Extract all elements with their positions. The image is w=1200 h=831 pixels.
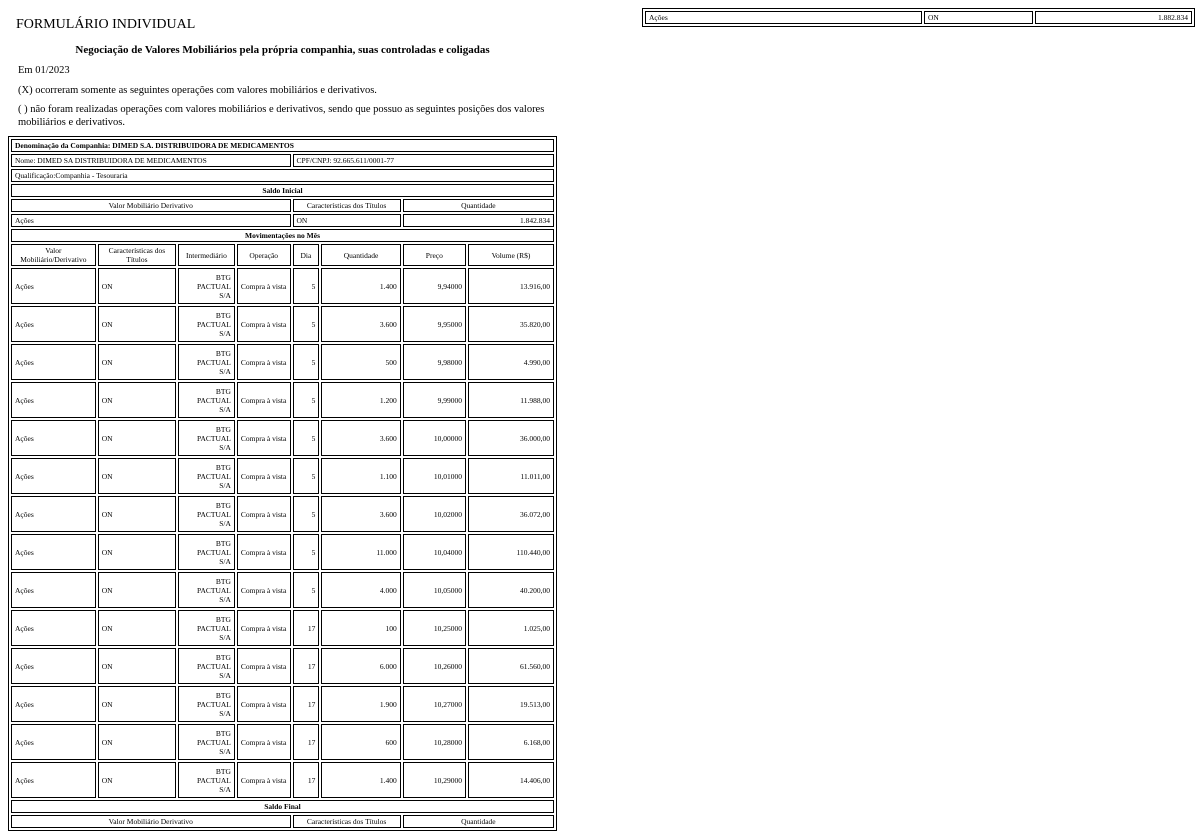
intermediario-line: BTG <box>215 728 231 738</box>
cell-intermediario <box>178 306 235 342</box>
statement-operations-occurred: (X) ocorreram somente as seguintes operações com valores mobiliários e derivativos. <box>18 85 377 96</box>
cell-dia: 17 <box>293 724 320 760</box>
company-qualification: Qualificação:Companhia - Tesouraria <box>11 169 554 182</box>
intermediario-line: BTG <box>215 348 231 358</box>
cell-caract: ON <box>98 762 176 798</box>
intermediario-line: PACTUAL <box>196 547 231 557</box>
cell-quantidade: 1.200 <box>321 382 400 418</box>
table-row <box>11 572 554 608</box>
cell-operacao: Compra à vista <box>237 458 291 494</box>
intermediario-line: BTG <box>215 538 231 548</box>
cell-caract: ON <box>98 648 176 684</box>
intermediario-line: PACTUAL <box>196 319 231 329</box>
cell-dia: 5 <box>293 534 320 570</box>
intermediario-line: S/A <box>219 328 231 338</box>
cell-quantidade: 11.000 <box>321 534 400 570</box>
cell-dia: 5 <box>293 306 320 342</box>
company-header: Denominação da Companhia: DIMED S.A. DISTRIBUIDORA DE MEDICAMENTOS <box>11 139 554 152</box>
cell-quantidade: 100 <box>321 610 400 646</box>
cell-intermediario <box>178 686 235 722</box>
saldo-final-col-caract: Características dos Títulos <box>293 815 401 828</box>
table-row <box>11 534 554 570</box>
movimentacoes-rows <box>11 268 554 798</box>
cell-caract: ON <box>98 724 176 760</box>
intermediario-line: PACTUAL <box>196 775 231 785</box>
intermediario-line: BTG <box>215 690 231 700</box>
intermediario-line: S/A <box>219 670 231 680</box>
intermediario-line: S/A <box>219 708 231 718</box>
cell-valor: Ações <box>11 496 96 532</box>
cell-operacao: Compra à vista <box>237 610 291 646</box>
col-header-valor: Valor Mobiliário/Derivativo <box>11 244 96 266</box>
cell-valor: Ações <box>11 268 96 304</box>
intermediario-line: BTG <box>215 576 231 586</box>
cell-dia: 5 <box>293 458 320 494</box>
cell-valor: Ações <box>11 420 96 456</box>
cell-quantidade: 1.100 <box>321 458 400 494</box>
saldo-final-title: Saldo Final <box>11 800 554 813</box>
cell-quantidade: 1.400 <box>321 762 400 798</box>
cell-dia: 5 <box>293 382 320 418</box>
table-row <box>11 344 554 380</box>
intermediario-line: BTG <box>215 766 231 776</box>
cell-quantidade: 3.600 <box>321 306 400 342</box>
cell-volume: 6.168,00 <box>468 724 554 760</box>
intermediario-line: BTG <box>215 424 231 434</box>
cell-caract: ON <box>98 268 176 304</box>
cell-quantidade: 1.400 <box>321 268 400 304</box>
saldo-inicial-col-caract: Características dos Títulos <box>293 199 401 212</box>
cell-preco: 10,04000 <box>403 534 466 570</box>
company-name: Nome: DIMED SA DISTRIBUIDORA DE MEDICAMENTOS <box>11 154 291 167</box>
cell-preco: 9,94000 <box>403 268 466 304</box>
company-form-table <box>8 136 557 831</box>
cell-caract: ON <box>98 344 176 380</box>
intermediario-line: BTG <box>215 652 231 662</box>
cell-operacao: Compra à vista <box>237 762 291 798</box>
cell-dia: 5 <box>293 572 320 608</box>
cell-volume: 11.011,00 <box>468 458 554 494</box>
cell-caract: ON <box>98 420 176 456</box>
cell-caract: ON <box>98 382 176 418</box>
saldo-inicial-valor: Ações <box>11 214 291 227</box>
saldo-final-valor: Ações <box>645 11 922 24</box>
intermediario-line: S/A <box>219 480 231 490</box>
cell-preco: 10,29000 <box>403 762 466 798</box>
cell-dia: 5 <box>293 268 320 304</box>
cell-operacao: Compra à vista <box>237 420 291 456</box>
saldo-final-qtd: 1.882.834 <box>1035 11 1192 24</box>
cell-volume: 1.025,00 <box>468 610 554 646</box>
col-header-dia: Dia <box>293 244 320 266</box>
table-row <box>11 496 554 532</box>
cell-operacao: Compra à vista <box>237 724 291 760</box>
cell-caract: ON <box>98 458 176 494</box>
intermediario-line: BTG <box>215 310 231 320</box>
intermediario-line: PACTUAL <box>196 509 231 519</box>
intermediario-line: PACTUAL <box>196 585 231 595</box>
document-subtitle: Negociação de Valores Mobiliários pela própria companhia, suas controladas e coligadas <box>75 44 490 56</box>
cell-intermediario <box>178 268 235 304</box>
cell-operacao: Compra à vista <box>237 686 291 722</box>
col-header-caract: Características dos Títulos <box>98 244 176 266</box>
saldo-inicial-col-valor: Valor Mobiliário Derivativo <box>11 199 291 212</box>
col-header-volume: Volume (R$) <box>468 244 554 266</box>
form-page-left <box>8 12 557 831</box>
intermediario-line: PACTUAL <box>196 737 231 747</box>
intermediario-line: S/A <box>219 518 231 528</box>
cell-quantidade: 600 <box>321 724 400 760</box>
intermediario-line: S/A <box>219 632 231 642</box>
cell-intermediario <box>178 648 235 684</box>
cell-operacao: Compra à vista <box>237 306 291 342</box>
saldo-inicial-col-qtd: Quantidade <box>403 199 554 212</box>
cell-caract: ON <box>98 610 176 646</box>
cell-valor: Ações <box>11 686 96 722</box>
cell-valor: Ações <box>11 306 96 342</box>
cell-valor: Ações <box>11 458 96 494</box>
cell-intermediario <box>178 572 235 608</box>
cell-preco: 10,25000 <box>403 610 466 646</box>
table-row <box>11 268 554 304</box>
cell-intermediario <box>178 344 235 380</box>
saldo-inicial-title: Saldo Inicial <box>11 184 554 197</box>
table-row <box>11 420 554 456</box>
cell-volume: 36.072,00 <box>468 496 554 532</box>
cell-quantidade: 6.000 <box>321 648 400 684</box>
intermediario-line: BTG <box>215 386 231 396</box>
cell-volume: 19.513,00 <box>468 686 554 722</box>
movimentacoes-header-row <box>11 244 554 266</box>
cell-volume: 13.916,00 <box>468 268 554 304</box>
cell-dia: 5 <box>293 496 320 532</box>
cell-intermediario <box>178 382 235 418</box>
cell-preco: 10,05000 <box>403 572 466 608</box>
cell-valor: Ações <box>11 724 96 760</box>
intermediario-line: S/A <box>219 442 231 452</box>
saldo-final-row-table <box>642 8 1195 27</box>
intermediario-line: S/A <box>219 290 231 300</box>
cell-quantidade: 3.600 <box>321 496 400 532</box>
cell-volume: 40.200,00 <box>468 572 554 608</box>
cell-preco: 10,26000 <box>403 648 466 684</box>
cell-intermediario <box>178 420 235 456</box>
col-header-intermediario: Intermediário <box>178 244 235 266</box>
cell-operacao: Compra à vista <box>237 648 291 684</box>
cell-preco: 10,00000 <box>403 420 466 456</box>
cell-volume: 36.000,00 <box>468 420 554 456</box>
table-row <box>11 382 554 418</box>
saldo-final-caract: ON <box>924 11 1033 24</box>
saldo-final-col-valor: Valor Mobiliário Derivativo <box>11 815 291 828</box>
cell-intermediario <box>178 762 235 798</box>
cell-preco: 9,95000 <box>403 306 466 342</box>
intermediario-line: PACTUAL <box>196 357 231 367</box>
cell-dia: 5 <box>293 420 320 456</box>
col-header-operacao: Operação <box>237 244 291 266</box>
intermediario-line: PACTUAL <box>196 699 231 709</box>
intermediario-line: S/A <box>219 366 231 376</box>
cell-intermediario <box>178 496 235 532</box>
cell-valor: Ações <box>11 762 96 798</box>
table-row <box>11 724 554 760</box>
cell-valor: Ações <box>11 572 96 608</box>
cell-operacao: Compra à vista <box>237 382 291 418</box>
cell-preco: 9,99000 <box>403 382 466 418</box>
intermediario-line: S/A <box>219 746 231 756</box>
cell-caract: ON <box>98 572 176 608</box>
cell-operacao: Compra à vista <box>237 534 291 570</box>
cell-volume: 35.820,00 <box>468 306 554 342</box>
cell-intermediario <box>178 458 235 494</box>
intermediario-line: PACTUAL <box>196 433 231 443</box>
table-row <box>11 648 554 684</box>
cell-operacao: Compra à vista <box>237 344 291 380</box>
cell-operacao: Compra à vista <box>237 268 291 304</box>
cell-quantidade: 4.000 <box>321 572 400 608</box>
cell-valor: Ações <box>11 534 96 570</box>
intermediario-line: BTG <box>215 462 231 472</box>
intermediario-line: S/A <box>219 784 231 794</box>
intermediario-line: PACTUAL <box>196 471 231 481</box>
document-period: Em 01/2023 <box>18 65 70 76</box>
intermediario-line: S/A <box>219 404 231 414</box>
cell-intermediario <box>178 724 235 760</box>
form-page-right <box>642 8 1195 27</box>
cell-quantidade: 1.900 <box>321 686 400 722</box>
cell-intermediario <box>178 534 235 570</box>
document-title: FORMULÁRIO INDIVIDUAL <box>16 17 196 32</box>
cell-quantidade: 500 <box>321 344 400 380</box>
cell-caract: ON <box>98 496 176 532</box>
cell-preco: 10,28000 <box>403 724 466 760</box>
table-row <box>11 306 554 342</box>
table-row <box>11 610 554 646</box>
cell-operacao: Compra à vista <box>237 496 291 532</box>
intermediario-line: PACTUAL <box>196 281 231 291</box>
cell-volume: 4.990,00 <box>468 344 554 380</box>
saldo-inicial-caract: ON <box>293 214 401 227</box>
cell-dia: 17 <box>293 686 320 722</box>
table-row <box>11 458 554 494</box>
intermediario-line: BTG <box>215 614 231 624</box>
cell-volume: 110.440,00 <box>468 534 554 570</box>
cell-operacao: Compra à vista <box>237 572 291 608</box>
cell-caract: ON <box>98 534 176 570</box>
movimentacoes-title: Movimentações no Mês <box>11 229 554 242</box>
cell-dia: 17 <box>293 762 320 798</box>
cell-volume: 61.560,00 <box>468 648 554 684</box>
cell-valor: Ações <box>11 648 96 684</box>
col-header-quantidade: Quantidade <box>321 244 400 266</box>
company-cnpj: CPF/CNPJ: 92.665.611/0001-77 <box>293 154 554 167</box>
intermediario-line: PACTUAL <box>196 395 231 405</box>
col-header-preco: Preço <box>403 244 466 266</box>
intermediario-line: S/A <box>219 594 231 604</box>
cell-valor: Ações <box>11 382 96 418</box>
cell-volume: 11.988,00 <box>468 382 554 418</box>
cell-dia: 17 <box>293 648 320 684</box>
cell-caract: ON <box>98 686 176 722</box>
table-row <box>11 762 554 798</box>
cell-preco: 10,02000 <box>403 496 466 532</box>
intermediario-line: BTG <box>215 500 231 510</box>
cell-caract: ON <box>98 306 176 342</box>
cell-quantidade: 3.600 <box>321 420 400 456</box>
cell-volume: 14.406,00 <box>468 762 554 798</box>
cell-preco: 10,01000 <box>403 458 466 494</box>
saldo-final-col-qtd: Quantidade <box>403 815 554 828</box>
cell-dia: 5 <box>293 344 320 380</box>
cell-intermediario <box>178 610 235 646</box>
saldo-final-row <box>645 11 1192 24</box>
table-row <box>11 686 554 722</box>
intermediario-line: BTG <box>215 272 231 282</box>
cell-valor: Ações <box>11 344 96 380</box>
cell-valor: Ações <box>11 610 96 646</box>
statement-no-operations: ( ) não foram realizadas operações com valores mobiliários e derivativos, sendo que possuo as seguintes posições dos valores mobiliários e derivativos. <box>18 104 545 128</box>
cell-dia: 17 <box>293 610 320 646</box>
cell-preco: 9,98000 <box>403 344 466 380</box>
intermediario-line: PACTUAL <box>196 623 231 633</box>
intermediario-line: PACTUAL <box>196 661 231 671</box>
intermediario-line: S/A <box>219 556 231 566</box>
cell-preco: 10,27000 <box>403 686 466 722</box>
saldo-inicial-qtd: 1.842.834 <box>403 214 554 227</box>
